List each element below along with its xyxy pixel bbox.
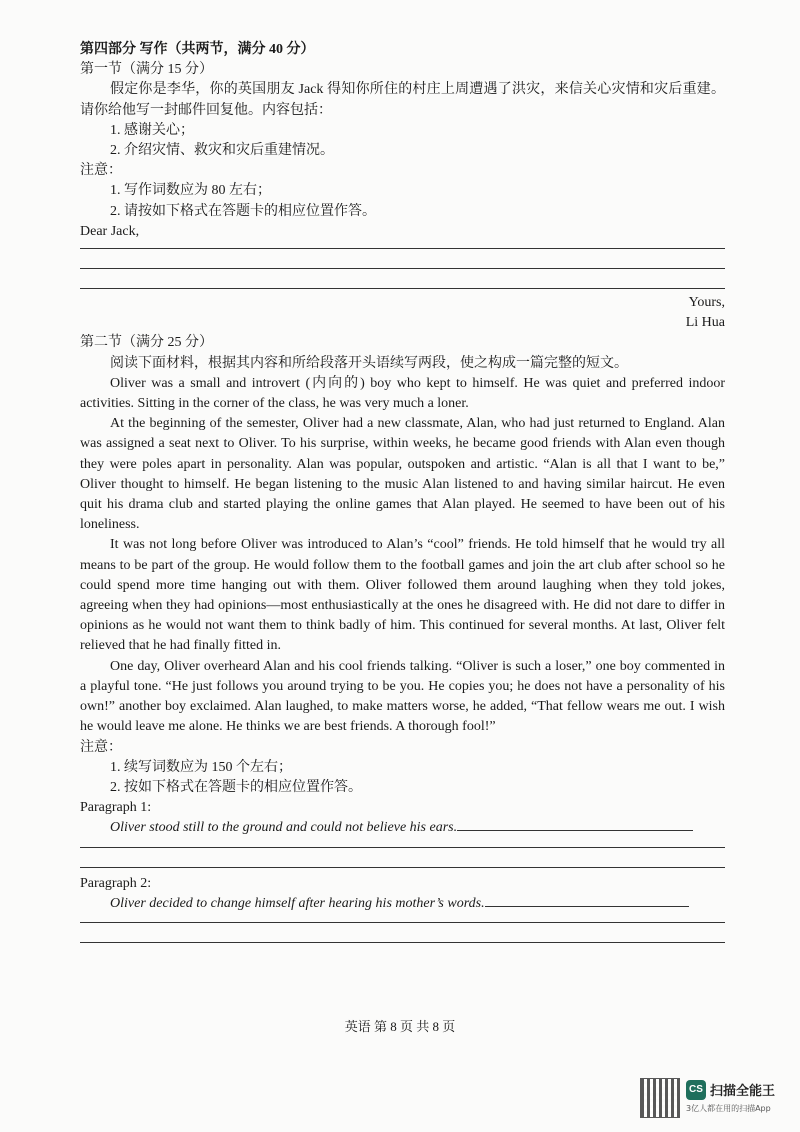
answer-blank: [457, 818, 693, 831]
answer-line: [80, 922, 725, 923]
section1-notes-label: 注意：: [80, 163, 122, 179]
paragraph2-label: Paragraph 2:: [80, 875, 152, 891]
scanner-watermark: [640, 1078, 790, 1118]
section2-notes-label: 注意：: [80, 739, 122, 755]
qr-code-icon: [640, 1078, 680, 1118]
answer-line: [80, 867, 725, 868]
camscanner-logo-icon: CS: [686, 1080, 706, 1100]
scanner-tagline: 3亿人都在用的扫描App: [686, 1104, 771, 1113]
section1-prompt: 假定你是李华，你的英国朋友 Jack 得知你所住的村庄上周遭遇了洪灾，来信关心灾情和灾后重建。请你给他写一封邮件回复他。内容包括：: [80, 82, 725, 118]
letter-signature: Li Hua: [685, 315, 725, 331]
story-paragraph: At the beginning of the semester, Oliver had a new classmate, Alan, who had just returned to England. Alan was assigned a seat next to Oliver. To his surprise, within weeks, he became good friends with Alan even though they were poles apart in personality. Alan was popular, outspoken and artistic. “Alan is all that I want to be,” Oliver thought to himself. He began listening to the music Alan listened to and having similar haircut. He even quit his drama club and started playing the online games that Alan played. He seemed to have been out of his loneliness.: [80, 416, 725, 533]
letter-closing: Yours,: [688, 295, 725, 311]
paragraph1-label: Paragraph 1:: [80, 800, 152, 816]
page-footer: 英语 第 8 页 共 8 页: [344, 1019, 456, 1034]
section1-item: 1. 感谢关心；: [110, 122, 194, 138]
section1-item: 2. 介绍灾情、救灾和灾后重建情况。: [110, 143, 334, 159]
answer-line: [80, 248, 725, 249]
part4-heading: 第四部分 写作（共两节，满分 40 分）: [80, 42, 315, 57]
answer-line: [80, 942, 725, 943]
section2-title: 第二节（满分 25 分）: [80, 335, 213, 351]
section2-note: 2. 按如下格式在答题卡的相应位置作答。: [110, 779, 362, 795]
section2-prompt: 阅读下面材料，根据其内容和所给段落开头语续写两段，使之构成一篇完整的短文。: [110, 355, 628, 371]
answer-blank: [485, 894, 689, 907]
story-paragraph: It was not long before Oliver was introduced to Alan’s “cool” friends. He told himself that he would try all means to be part of the group. He would follow them to the football games and join the art club after school so he could spend more time hanging out with them. Oliver followed them around laughing when they told jokes, agreeing when they had opinions—most enthusiastically at the ones he disagreed with. He did not dare to differ in opinions as he would not want them to think badly of him. This continued for several months. At last, Oliver felt relieved that he had finally fitted in.: [80, 537, 725, 654]
exam-page: [80, 40, 725, 943]
paragraph2-opening: Oliver decided to change himself after hearing his mother’s words.: [110, 895, 485, 911]
answer-line: [80, 847, 725, 848]
paragraph1-opening: Oliver stood still to the ground and could not believe his ears.: [110, 820, 458, 836]
letter-salutation: Dear Jack,: [80, 223, 140, 239]
answer-line: [80, 268, 725, 269]
story-paragraph: Oliver was a small and introvert (内向的) boy who kept to himself. He was quiet and preferred indoor activities. Sitting in the corner of the class, he was very much a loner.: [80, 375, 725, 412]
section1-title: 第一节（满分 15 分）: [80, 62, 213, 78]
paragraph1-start-line: [80, 818, 725, 838]
scanner-brand: 扫描全能王: [710, 1084, 776, 1099]
section1-note: 1. 写作词数应为 80 左右；: [110, 183, 271, 199]
answer-line: [80, 288, 725, 289]
section1-note: 2. 请按如下格式在答题卡的相应位置作答。: [110, 203, 376, 219]
paragraph2-start-line: [80, 894, 725, 914]
story-paragraph: One day, Oliver overheard Alan and his cool friends talking. “Oliver is such a loser,” one boy commented in a playful tone. “He just follows you around trying to be you. He copies you; he does not have a personality of his own!” another boy exclaimed. Alan laughed, to make matters worse, he added, “That fellow wears me out. I wish he would leave me alone. He thinks we are best friends. A thorough fool!”: [80, 658, 725, 735]
section2-note: 1. 续写词数应为 150 个左右；: [110, 759, 292, 775]
